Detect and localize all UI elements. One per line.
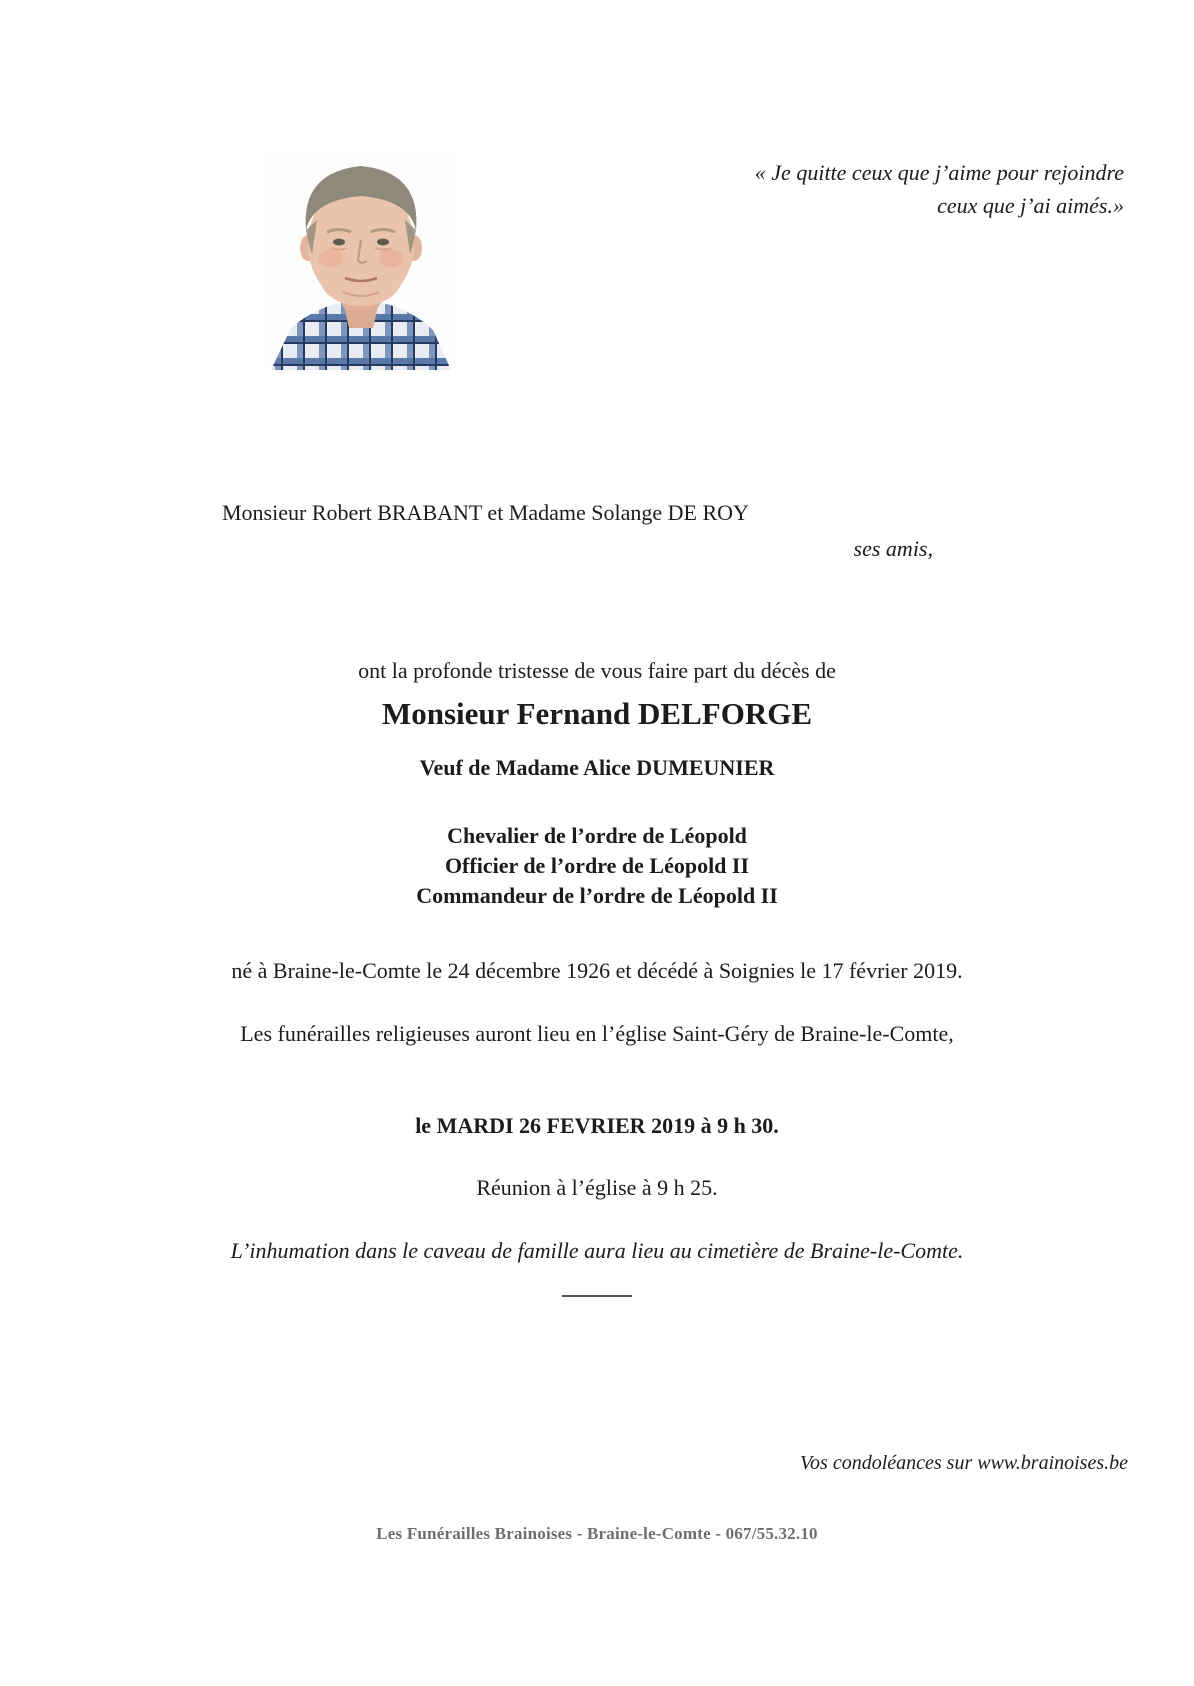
condolences-line: Vos condoléances sur www.brainoises.be <box>800 1452 1128 1474</box>
announcement-intro: ont la profonde tristesse de vous faire part du décès de <box>358 658 836 683</box>
honor-chevalier: Chevalier de l’ordre de Léopold <box>447 823 747 848</box>
honor-officier: Officier de l’ordre de Léopold II <box>444 853 750 878</box>
deceased-name: Monsieur Fernand DELFORGE <box>381 696 813 731</box>
widower-line: Veuf de Madame Alice DUMEUNIER <box>419 755 775 780</box>
quote-line-1: « Je quitte ceux que j’aime pour rejoindre <box>754 160 1124 185</box>
honors-list <box>0 821 1194 911</box>
quote-line-2: ceux que j’ai aimés.» <box>937 193 1124 218</box>
announcers-relationship: ses amis, <box>853 536 933 561</box>
burial-line: L’inhumation dans le caveau de famille aura lieu au cimetière de Braine-le-Comte. <box>230 1238 964 1263</box>
birth-death-line: né à Braine-le-Comte le 24 décembre 1926 et décédé à Soignies le 17 février 2019. <box>231 958 963 983</box>
opening-quote <box>755 156 1124 222</box>
announcers-names: Monsieur Robert BRABANT et Madame Solange DE ROY <box>222 500 749 525</box>
funeral-datetime-line: le MARDI 26 FEVRIER 2019 à 9 h 30. <box>415 1113 779 1138</box>
funeral-home-footer: Les Funérailles Brainoises - Braine-le-Comte - 067/55.32.10 <box>376 1524 818 1543</box>
funeral-location-line: Les funérailles religieuses auront lieu en l’église Saint-Géry de Braine-le-Comte, <box>240 1021 954 1046</box>
portrait-illustration <box>265 150 457 370</box>
honor-commandeur: Commandeur de l’ordre de Léopold II <box>416 883 778 908</box>
meeting-line: Réunion à l’église à 9 h 25. <box>476 1175 718 1200</box>
deceased-portrait-photo <box>265 150 457 370</box>
section-divider <box>562 1295 632 1297</box>
